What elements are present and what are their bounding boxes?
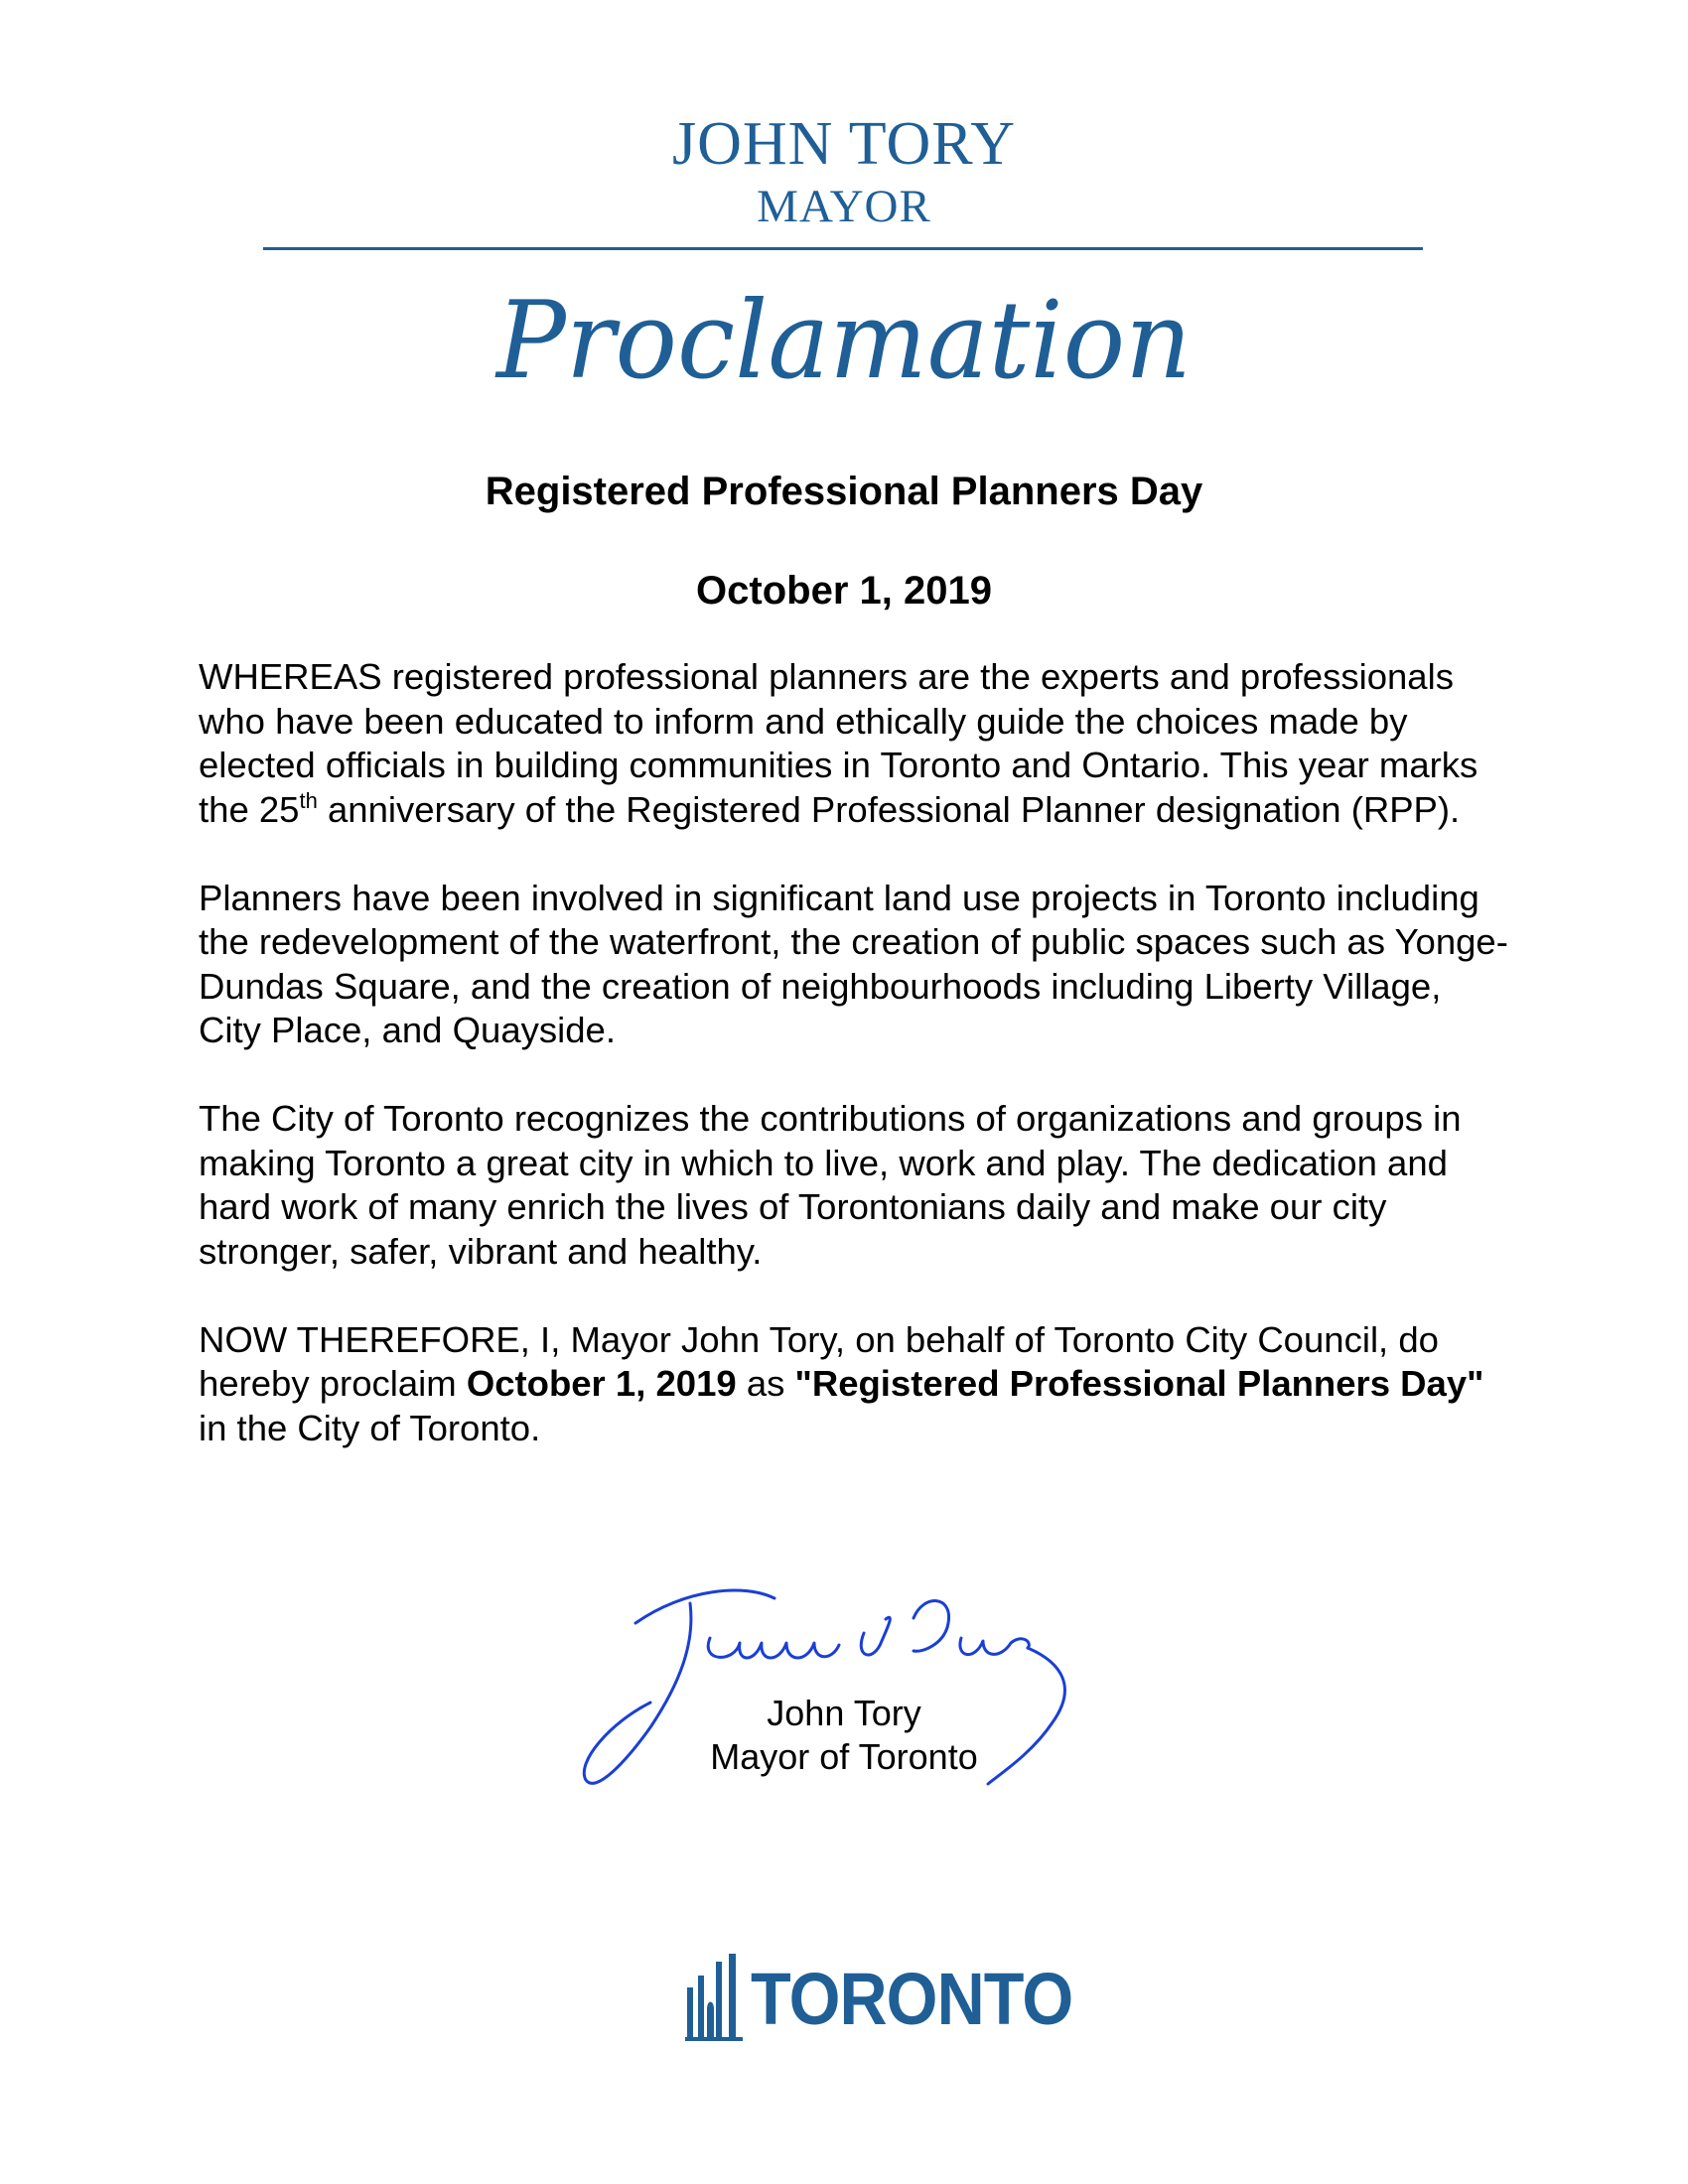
para4-text-c: in the City of Toronto.: [199, 1407, 541, 1448]
proclaimed-date: October 1, 2019: [466, 1363, 737, 1404]
therefore-paragraph: [199, 1318, 1509, 1451]
mayor-title: MAYOR: [757, 181, 931, 232]
para4-text-b: as: [736, 1363, 795, 1404]
proclamation-body: [199, 655, 1509, 1495]
document-title: Registered Professional Planners Day: [485, 470, 1203, 513]
header-divider: [263, 247, 1423, 250]
mayor-name: JOHN TORY: [671, 110, 1017, 178]
signatory-name: John Tory: [767, 1693, 921, 1733]
whereas-paragraph: [199, 655, 1509, 832]
city-hall-icon: [683, 1952, 749, 2047]
proclamation-heading: [467, 260, 1221, 409]
proclamation-text: Proclamation: [494, 279, 1192, 403]
projects-paragraph: Planners have been involved in significant land use projects in Toronto including the redevelopment of the waterfront, the creation of public spaces such as Yonge-Dundas Square, and the creation of neighbourhoods including Liberty Village, City Place, and Quayside.: [199, 877, 1508, 1050]
para1-text-b: anniversary of the Registered Professional Planner designation (RPP).: [317, 788, 1461, 830]
para1-text-a: WHEREAS registered professional planners are the experts and professionals who have been educated to inform and ethically guide the choices made by elected officials in building communities in Toronto and Ontario. This year marks the 25: [199, 656, 1478, 830]
para4-text-a: NOW THEREFORE, I, Mayor John Tory, on behalf of Toronto City Council, do hereby proclaim: [199, 1318, 1439, 1404]
toronto-logo-text: TORONTO: [751, 1958, 1073, 2040]
proclaimed-day: "Registered Professional Planners Day": [794, 1363, 1484, 1404]
ordinal-suffix: th: [299, 787, 318, 813]
signatory-role: Mayor of Toronto: [710, 1736, 978, 1777]
document-date: October 1, 2019: [696, 569, 992, 613]
recognition-paragraph: The City of Toronto recognizes the contributions of organizations and groups in making Toronto a great city in which to live, work and play. The dedication and hard work of many enrich the lives of Torontonians daily and make our city stronger, safer, vibrant and healthy.: [199, 1098, 1462, 1272]
